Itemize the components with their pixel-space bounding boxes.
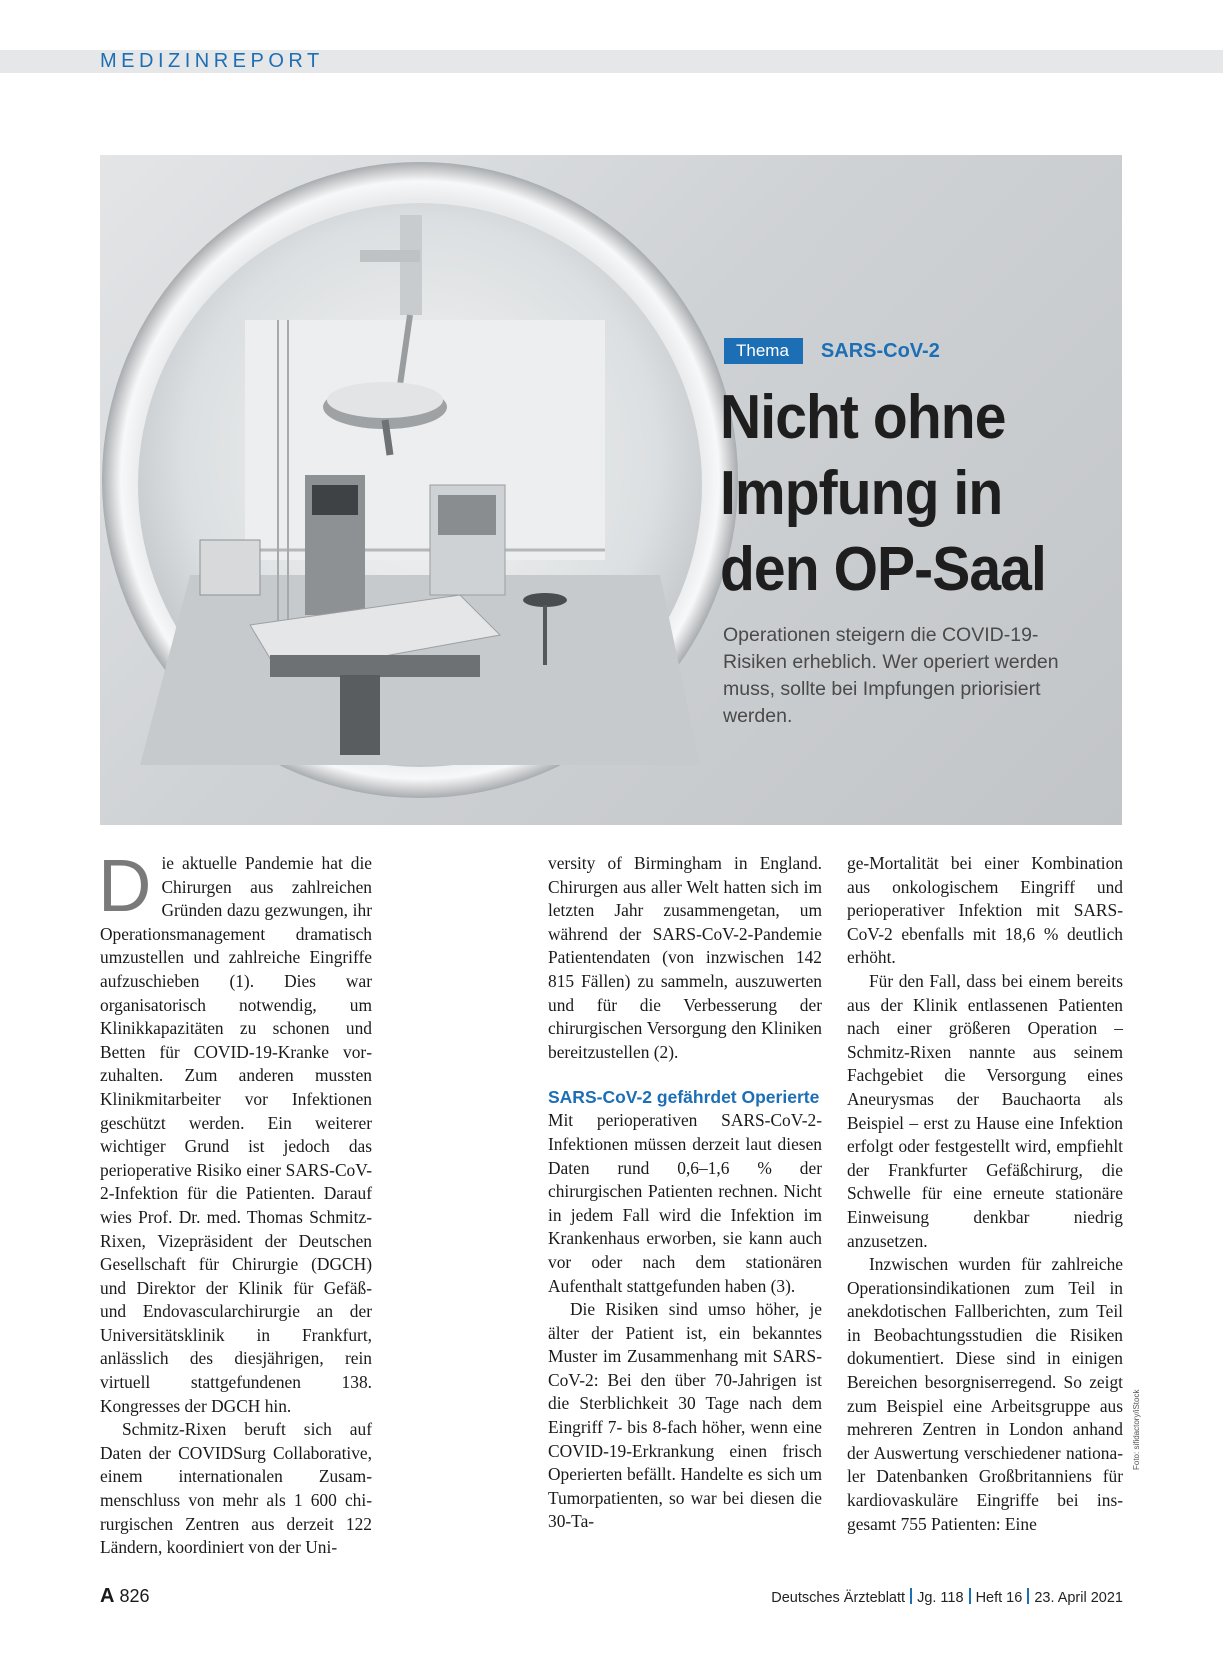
body-paragraph: Inzwischen wurden für zahlreiche Operationsindikationen zum Teil in anekdotischen Fallberichten, zum Teil in Beobachtungsstudien die Risiken dokumentiert. Diese sind in einigen Bereichen besorgniserregend. So zeigt zum Beispiel eine Arbeitsgruppe aus mehreren Zentren in London anhand der Auswertung verschiedener nationaler Datenbanken Großbritanniens für kardiovaskuläre Eingriffe bei ins-gesamt 755 Patienten: Eine — [847, 1254, 1123, 1534]
subheading: SARS-CoV-2 gefährdet Operierte — [548, 1087, 820, 1108]
divider — [969, 1588, 971, 1604]
divider — [1027, 1588, 1029, 1604]
body-paragraph: ge-Mortalität bei einer Kombination aus onkologischem Eingriff und perioperativer Infektion mit SARS-CoV-2 ebenfalls mit 18,6 % deutlich erhöht. — [847, 853, 1123, 968]
article-headline — [720, 380, 1070, 608]
journal-name: Deutsches Ärzteblatt — [771, 1590, 906, 1606]
body-paragraph: versity of Birmingham in England. Chirurgen aus aller Welt hatten sich im letzten Jahr zusammengetan, um während der SARS-CoV-2-Pandemie Patientendaten (von inzwischen 142 815 Fällen) zu sammeln, auszuwerten und für die Verbesserung der chirurgischen Versorgung den Kliniken bereitzustellen (2). — [548, 853, 822, 1062]
page-number-value: 826 — [119, 1586, 150, 1606]
photo-credit: Foto: sifidactory/iStock — [1132, 1389, 1141, 1470]
text-column-2 — [548, 852, 822, 1534]
journal-footer — [771, 1588, 1123, 1606]
teaser-line: muss, sollte bei Impfungen priorisiert — [723, 678, 1041, 700]
teaser-line: Operationen steigern die COVID-19- — [723, 624, 1039, 646]
article-teaser — [723, 622, 1083, 730]
headline-line: Impfung in — [720, 459, 1003, 528]
body-paragraph: Mit perioperativen SARS-CoV-2-Infektionen müssen derzeit laut diesen Daten rund 0,6–1,6 % der chirurgischen Patienten rechnen. Nicht in jedem Fall wird die Infektion im Krankenhaus erworben, sie kann auch vor oder nach dem stationären Aufenthalt stattgefunden haben (3). — [548, 1110, 822, 1296]
journal-volume: Jg. 118 — [917, 1590, 964, 1606]
text-column-3 — [847, 852, 1123, 1536]
topic-label: SARS-CoV-2 — [820, 339, 940, 362]
paragraph-text: ie aktuelle Pandemie hat die Chirurgen aus zahlreichen Gründen dazu gezwungen, ihr Operationsmanagement dramatisch umzustellen und zahlreiche Eingriffe aufzuschieben (1). Dies war organisatorisch notwendig, um Klinikkapazitäten zu schonen und Betten für COVID-19-Kranke vorzuhalten. Zum anderen mussten Klinikmitarbeiter vor Infektionen geschützt werden. Ein weiterer wichtiger Grund ist jedoch das perioperative Risiko einer SARS-CoV-2-Infektion für die Patienten. Darauf wies Prof. Dr. med. Thomas Schmitz-Rixen, Vizepräsident der Deutschen Gesellschaft für Chirurgie (DGCH) und Direktor der Klinik für Gefäß- und Endovascularchirurgie an der Universitätsklinik in Frankfurt, anlässlich des diesjährigen, rein virtuell stattgefundenen 138. Kongresses der DGCH hin. — [100, 853, 372, 1416]
text-column-1 — [98, 844, 372, 1560]
headline-line: Nicht ohne — [720, 383, 1006, 452]
divider — [910, 1588, 912, 1604]
drop-cap: D — [98, 844, 152, 927]
thema-badge: Thema — [724, 338, 803, 364]
headline-line: den OP-Saal — [720, 535, 1046, 604]
body-paragraph: Für den Fall, dass bei einem bereits aus der Klinik entlassenen Patienten nach einer größeren Operation – Schmitz-Rixen nannte aus seinem Fachgebiet die Versorgung eines Aneurysmas der Bauchaorta als Beispiel – erst zu Hause eine Infektion erfolgt oder festgestellt wird, empfiehlt der Frankfurter Gefäßchirurg, die Schwelle für eine erneute stationäre Einweisung denkbar niedrig anzusetzen. — [847, 970, 1123, 1251]
topic-line — [724, 338, 940, 364]
body-paragraph: Schmitz-Rixen beruft sich auf Daten der COVIDSurg Collaborative, einem internationalen Zusammenschluss von mehr als 1 600 chirurgischen Zentren aus derzeit 122 Ländern, koordiniert von der Uni- — [100, 1419, 372, 1558]
page-number — [100, 1585, 150, 1608]
teaser-line: Risiken erheblich. Wer operiert werden — [723, 651, 1059, 673]
section-label: MEDIZINREPORT — [100, 50, 324, 72]
body-paragraph — [98, 844, 372, 1418]
page-prefix: A — [100, 1585, 115, 1607]
journal-date: 23. April 2021 — [1034, 1590, 1123, 1606]
journal-issue: Heft 16 — [975, 1590, 1023, 1606]
teaser-line: werden. — [723, 705, 793, 727]
body-paragraph: Die Risiken sind umso höher, je älter der Patient ist, ein bekanntes Muster im Zusammenhang mit SARS-CoV-2: Bei den über 70-Jahrigen ist die Sterblichkeit 30 Tage nach dem Eingriff 7- bis 8-fach höher, wenn eine COVID-19-Erkrankung einen frisch Operierten befällt. Handelte es sich um Tumorpatienten, so war bei diesen die 30-Ta- — [548, 1299, 822, 1532]
